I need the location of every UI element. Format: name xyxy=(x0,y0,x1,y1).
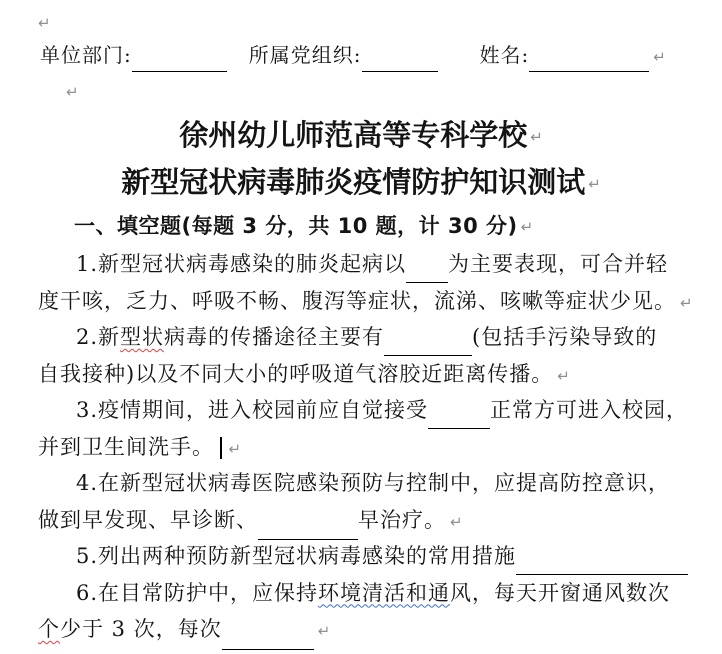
text-run: 风，每天开窗通风数次 xyxy=(450,580,671,605)
answer-blank[interactable] xyxy=(384,332,472,355)
text-run: 度干咳，乏力、呼吸不畅、腹泻等症状，流涕、咳嗽等症状少见。 xyxy=(38,288,676,313)
document-text-line xyxy=(0,538,722,575)
field-label: 单位部门: xyxy=(40,43,132,67)
text-cursor xyxy=(220,437,222,459)
answer-blank[interactable] xyxy=(406,259,448,282)
empty-paragraph xyxy=(0,0,722,38)
question-lines xyxy=(0,246,722,648)
paragraph-mark-icon: ↵ xyxy=(228,439,243,458)
field-blank[interactable] xyxy=(362,50,438,72)
text-run: 3.疫情期间，进入校园前应自觉接受 xyxy=(76,398,429,422)
paragraph-mark-icon: ↵ xyxy=(653,48,666,66)
document-title-line-2 xyxy=(0,158,722,206)
paragraph-mark-icon: ↵ xyxy=(557,366,571,385)
text-run: 为主要表现，可合并轻 xyxy=(448,252,669,276)
document-text-line xyxy=(0,246,722,283)
document-text-line xyxy=(0,575,722,612)
text-run: 正常方可进入校园， xyxy=(490,398,689,422)
field-label: 姓名: xyxy=(479,43,530,67)
text-run: (包括手污染导致的 xyxy=(472,325,658,349)
field-blank[interactable] xyxy=(529,50,649,72)
text-run: 少于 3 次，每次 xyxy=(60,617,222,641)
document-text-line xyxy=(0,502,722,539)
text-run: 4.在新型冠状病毒医院感染预防与控制中，应提高防控意识， xyxy=(76,471,671,495)
title-text: 徐州幼儿师范高等专科学校 xyxy=(179,118,528,152)
answer-blank[interactable] xyxy=(428,405,490,428)
text-run: 5.列出两种预防新型冠状病毒感染的常用措施 xyxy=(76,544,517,568)
text-run: 自我接种)以及不同大小的呼吸道气溶胶近距离传播。 xyxy=(38,361,554,386)
answer-blank[interactable] xyxy=(516,551,688,574)
document-text-line xyxy=(0,429,722,466)
text-run: 并到卫生间洗手。 xyxy=(38,434,214,459)
paragraph-mark-icon: ↵ xyxy=(38,14,51,32)
section-heading xyxy=(0,206,722,246)
answer-blank[interactable] xyxy=(222,626,314,649)
paragraph-mark-icon: ↵ xyxy=(530,128,543,146)
document-text-line xyxy=(0,611,722,648)
document-text-line xyxy=(0,319,722,356)
header-field xyxy=(40,38,227,72)
text-run: 2.新 xyxy=(76,325,121,349)
document-text-line xyxy=(0,356,722,393)
paragraph-mark-icon: ↵ xyxy=(317,622,332,640)
title-text: 新型冠状病毒肺炎疫情防护知识测试 xyxy=(121,165,586,199)
text-run: 6.在目常防护中，应保持 xyxy=(76,580,319,605)
paragraph-mark-icon: ↵ xyxy=(520,218,534,236)
text-run: 1.新型冠状病毒感染的肺炎起病以 xyxy=(76,252,407,276)
field-label: 所属党组织: xyxy=(248,43,362,67)
document-text-line xyxy=(0,392,722,429)
document-title-line-1 xyxy=(0,112,722,158)
text-run: 做到早发现、早诊断、 xyxy=(38,507,258,532)
field-blank[interactable] xyxy=(132,50,227,72)
paragraph-mark-icon: ↵ xyxy=(450,512,464,531)
header-field xyxy=(249,38,438,72)
misspelled-text: 个 xyxy=(38,617,60,641)
paragraph-mark-icon: ↵ xyxy=(66,83,79,101)
text-run: 早治疗。 xyxy=(358,507,446,532)
text-run: 病毒的传播途径主要有 xyxy=(164,325,385,349)
empty-paragraph-indented xyxy=(0,72,722,112)
paragraph-mark-icon: ↵ xyxy=(680,293,694,312)
answer-blank[interactable] xyxy=(258,517,358,540)
grammar-flagged-text: 环境清活和通 xyxy=(318,580,451,605)
document-text-line xyxy=(0,283,722,320)
paragraph-mark-icon: ↵ xyxy=(588,175,601,193)
section-heading-text: 一、填空题(每题 3 分，共 10 题，计 30 分) xyxy=(74,214,518,238)
header-fields-line xyxy=(0,38,722,72)
header-field xyxy=(480,38,650,72)
document-text-line xyxy=(0,465,722,502)
misspelled-text: 型状 xyxy=(120,325,165,349)
